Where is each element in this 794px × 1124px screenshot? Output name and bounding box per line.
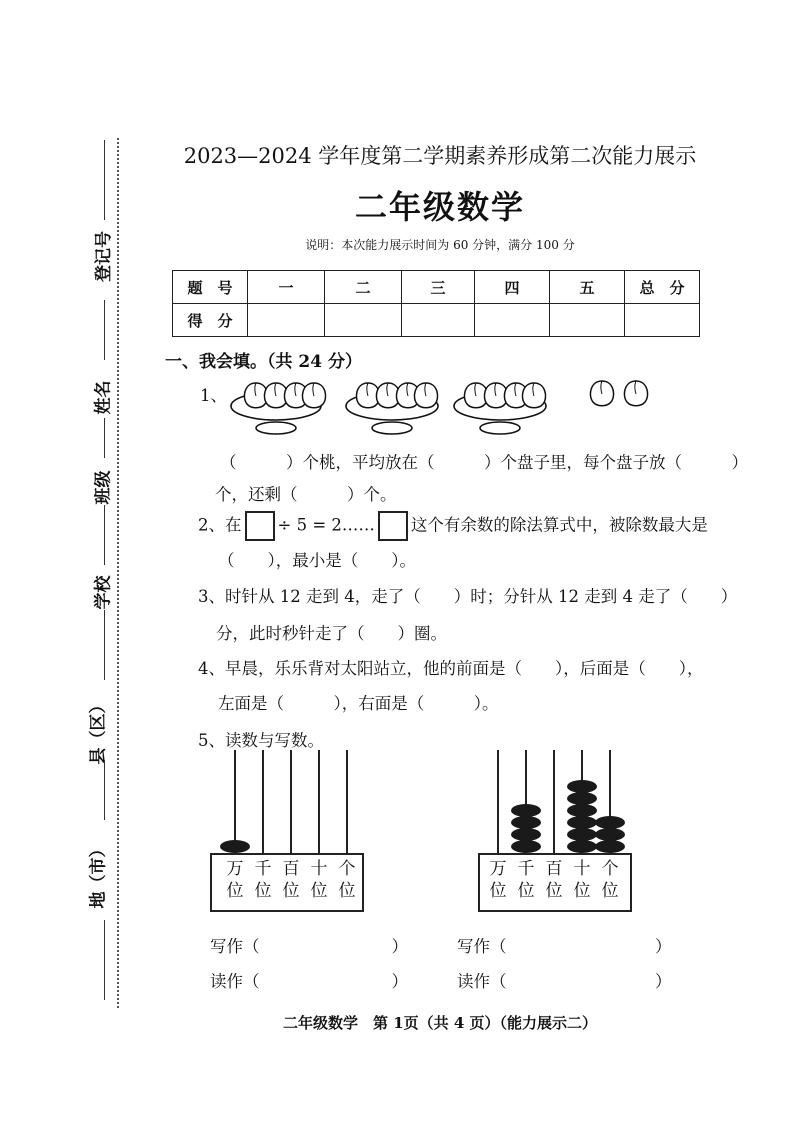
abacus-bead <box>595 840 625 853</box>
place-label-top: 百 <box>282 859 300 879</box>
abacus-bead <box>511 828 541 841</box>
city-line <box>104 760 105 820</box>
q4-line2: 左面是（ ），右面是（ ）。 <box>218 694 499 713</box>
abacus-bead <box>220 840 250 853</box>
class-line <box>104 418 105 458</box>
abacus-rod <box>262 750 264 853</box>
q2-line1 <box>198 511 708 541</box>
abacus-rod <box>553 750 555 853</box>
score-table-header-row <box>173 271 700 304</box>
score-table <box>172 270 700 337</box>
score-input-cell[interactable] <box>248 304 325 337</box>
place-label-bottom: 位 <box>282 881 300 901</box>
place-label-bottom: 位 <box>338 881 356 901</box>
score-table-cell: 题 号 <box>173 271 248 304</box>
q2-expression: ÷ 5 = 2…… <box>277 515 375 535</box>
place-label-top: 千 <box>517 859 535 879</box>
place-label-bottom: 位 <box>310 881 328 901</box>
dividend-box[interactable] <box>245 511 275 541</box>
q3-line1: 3、时针从 12 走到 4，走了（ ）时；分针从 12 走到 4 走了（ ） <box>198 587 738 606</box>
school-line <box>104 505 105 565</box>
leftover-peaches <box>590 381 647 406</box>
q4-line1: 4、早晨，乐乐背对太阳站立，他的前面是（ ），后面是（ ）， <box>198 659 704 678</box>
place-label-top: 个 <box>338 859 356 879</box>
registration-label: 登记号 <box>94 231 114 282</box>
place-label-top: 个 <box>601 859 619 879</box>
place-label-bottom: 位 <box>226 881 244 901</box>
q1-line1: （ ）个桃，平均放在（ ）个盘子里，每个盘子放（ ） <box>220 453 748 472</box>
score-input-cell[interactable] <box>475 304 550 337</box>
score-table-cell: 三 <box>402 271 475 304</box>
name-line <box>104 300 105 360</box>
score-table-cell: 得 分 <box>173 304 248 337</box>
q2-pre: 2、在 <box>198 515 242 535</box>
score-input-cell[interactable] <box>625 304 700 337</box>
q5-title: 5、读数与写数。 <box>198 731 324 750</box>
bottom-line <box>104 920 105 1000</box>
place-label-bottom: 位 <box>517 881 535 901</box>
q2-line2: （ ），最小是（ ）。 <box>218 551 416 570</box>
score-input-cell[interactable] <box>550 304 625 337</box>
read-label-left: 读作（ ） <box>210 972 408 991</box>
class-label: 班级 <box>93 470 114 505</box>
abacus-bead <box>567 840 597 853</box>
place-label-top: 百 <box>545 859 563 879</box>
score-table-cell: 一 <box>248 271 325 304</box>
abacus-bead <box>511 816 541 829</box>
peaches-plates-illustration <box>228 368 668 442</box>
place-label-top: 千 <box>254 859 272 879</box>
abacus-bead <box>567 780 597 793</box>
county-line <box>104 610 105 680</box>
abacus-bead <box>567 792 597 805</box>
score-table-cell: 五 <box>550 271 625 304</box>
section-title: 一、我会填。（共 24 分） <box>165 352 362 372</box>
place-label-bottom: 位 <box>573 881 591 901</box>
score-table-cell: 二 <box>325 271 402 304</box>
plate-3 <box>454 383 546 434</box>
abacus-bead <box>595 828 625 841</box>
write-label-right: 写作（ ） <box>457 937 672 956</box>
page-footer: 二年级数学 第 1页（共 4 页）（能力展示二） <box>282 1014 598 1032</box>
score-table-cell: 四 <box>475 271 550 304</box>
place-label-top: 万 <box>489 859 507 879</box>
school-label: 学校 <box>93 575 114 610</box>
place-label-top: 万 <box>226 859 244 879</box>
exam-note: 说明：本次能力展示时间为 60 分钟，满分 100 分 <box>305 238 575 252</box>
q3-line2: 分，此时秒针走了（ ）圈。 <box>216 624 447 643</box>
name-label: 姓名 <box>93 380 114 415</box>
abacus-rod <box>234 750 236 853</box>
exam-title: 2023—2024 学年度第二学期素养形成第二次能力展示 <box>183 144 697 168</box>
subject-title: 二年级数学 <box>354 188 525 226</box>
abacus-rod <box>497 750 499 853</box>
abacus-bead <box>511 804 541 817</box>
city-label: 地（市） <box>88 840 109 909</box>
q1-line2: 个，还剩（ ）个。 <box>215 485 397 504</box>
abacus-bead <box>595 816 625 829</box>
place-label-bottom: 位 <box>601 881 619 901</box>
q2-post: 这个有余数的除法算式中，被除数最大是 <box>410 515 708 535</box>
abacus-bead <box>567 828 597 841</box>
read-label-right: 读作（ ） <box>457 972 672 991</box>
place-label-top: 十 <box>573 859 591 879</box>
plate-2 <box>346 383 438 434</box>
place-label-top: 十 <box>310 859 328 879</box>
abacus-bead <box>567 816 597 829</box>
abacus-bead <box>511 840 541 853</box>
abacus-rod <box>346 750 348 853</box>
registration-line <box>104 140 105 220</box>
abacus-rod <box>318 750 320 853</box>
remainder-box[interactable] <box>378 511 408 541</box>
score-table-score-row <box>173 304 700 337</box>
abacus-bead <box>567 804 597 817</box>
write-label-left: 写作（ ） <box>210 937 408 956</box>
abacus-rod <box>290 750 292 853</box>
score-input-cell[interactable] <box>402 304 475 337</box>
cut-line <box>117 138 119 1008</box>
county-label: 县（区） <box>88 696 109 765</box>
place-label-bottom: 位 <box>489 881 507 901</box>
place-label-bottom: 位 <box>254 881 272 901</box>
plate-1 <box>231 383 326 434</box>
score-input-cell[interactable] <box>325 304 402 337</box>
question-number: 1、 <box>200 386 227 405</box>
score-table-cell: 总 分 <box>625 271 700 304</box>
place-label-bottom: 位 <box>545 881 563 901</box>
